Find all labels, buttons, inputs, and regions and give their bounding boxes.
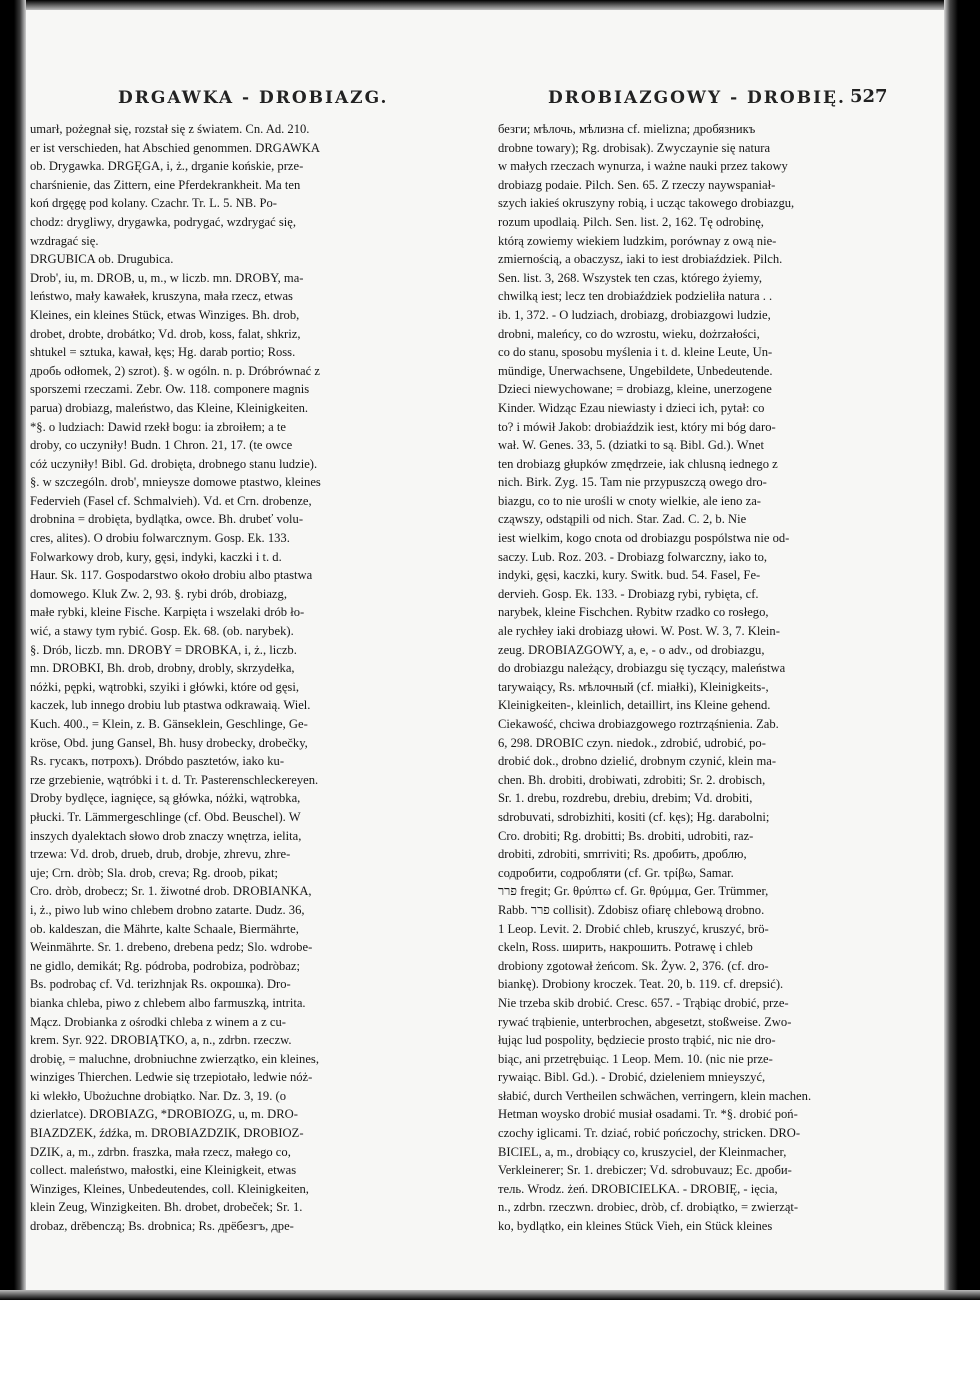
page-number: 527 — [850, 86, 888, 107]
text-line: Hetman woysko drobić musiał osadami. Tr. *§. drobić poń- — [498, 1107, 798, 1122]
text-line: Verkleinerer; Sr. 1. drebiczer; Vd. sdrobuvauz; Ec. дроби- — [498, 1163, 792, 1178]
text-line: Weinmährte. Sr. 1. drebeno, drebena pedz; Slo. wdrobe- — [30, 940, 313, 955]
scan-border-right — [944, 0, 980, 1300]
text-line: krem. Syr. 922. DROBIĄTKO, a, n., zdrbn. rzeczw. — [30, 1033, 292, 1048]
text-line: biąc, ani przetrębuiąc. 1 Leop. Mem. 10. (nic nie prze- — [498, 1051, 773, 1066]
text-line: тель. Wrodz. żeń. DROBICIELKA. - DROBIĘ, - ięcia, — [498, 1181, 778, 1196]
text-line: Kleinigkeiten-, kleinlich, detaillirt, ins Kleine gehend. — [498, 698, 771, 713]
text-line: Ciekawość, chciwa drobiazgowego roztrząśnienia. Zab. — [498, 717, 779, 731]
running-header-right: DROBIAZGOWY - DROBIĘ. — [548, 88, 846, 108]
text-line: Cro. drobiti; Rg. drobitti; Bs. drobiti, udrobiti, raz- — [498, 828, 754, 843]
text-line: kröse, Obd. jung Gansel, Bh. husy drobecky, drobečky, — [30, 735, 308, 750]
text-line: uje; Crn. dròb; Sla. drob, creva; Rg. droob, pikat; — [30, 865, 278, 880]
text-line: tarywaiący, Rs. мѣлочный (cf. miałki), Kleinigkeits-, — [498, 679, 769, 694]
text-line: drobni, maleńcy, co do wzrostu, wieku, dożrzałości, — [498, 326, 760, 341]
text-line: leństwo, mały kawałek, kruszyna, mała rzecz, etwas — [30, 289, 293, 304]
text-line: zmiernością, a obaczysz, iaki to iest drobiaździek. Pilch. — [498, 252, 783, 267]
text-line: drobiony zgotował żeńcom. Sk. Żyw. 2, 376. (cf. dro- — [498, 958, 769, 973]
text-line: saczy. Lub. Roz. 203. - Drobiazg folwarczny, iako to, — [498, 549, 768, 564]
text-line: Mącz. Drobianka z ośrodki chleba z winem a z cu- — [30, 1014, 286, 1029]
text-line: drobić dok., drobno dzielić, drobnym czynić, klein ma- — [498, 754, 777, 769]
text-line: szych iakieś okruszyny robią, i ucząc takowego drobiazgu, — [498, 196, 795, 211]
text-line: Sr. 1. drebu, rozdrebu, drebiu, drebim; Vd. drobiti, — [498, 791, 753, 806]
text-line: ckeln, Ross. ширить, накрошить. Potrawę i chleb — [498, 940, 753, 955]
text-line: chwilką iest; lecz ten drobiaździek podzieliła natura . . — [498, 289, 773, 304]
text-line: w małych rzeczach wynurza, i ważne nauki przez takowy — [498, 159, 788, 174]
text-line: drobaz, drěbenczą; Bs. drobnica; Rs. дрёбезгъ, дре- — [30, 1219, 294, 1234]
scan-border-top — [0, 0, 980, 10]
text-line: biazgu, co to nie urośli w cnoty wielkie, ale ieno za- — [498, 493, 761, 508]
text-line: Kleines, ein kleines Stück, etwas Winziges. Bh. drob, — [30, 307, 300, 322]
dictionary-column-left — [30, 120, 470, 1234]
text-line: ten drobiazg głupków zmędrzeie, iak chlusną iednego z — [498, 456, 778, 471]
text-line: płucki. Tr. Lämmergeschlinge (cf. Obd. Beuschel). W — [30, 809, 301, 824]
text-line: Drob', iu, m. DROB, u, m., w liczb. mn. DROBY, ma- — [30, 270, 304, 285]
text-line: co do stanu, sposobu myślenia i t. d. kleine Leute, Un- — [498, 345, 773, 360]
text-line: mündige, Unerwachsene, Ungebildete, Unbedeutende. — [498, 363, 773, 378]
text-line: drobię, = maluchne, drobniuchne zwierzątko, ein kleines, — [30, 1051, 319, 1066]
text-line: winziges Thierchen. Ledwie się trzepiotało, ledwie nóż- — [30, 1070, 313, 1085]
scan-border-left — [0, 0, 26, 1300]
text-line: Sen. list. 3, 268. Wszystek ten czas, którego żyiemy, — [498, 270, 763, 285]
text-line: ob. Drygawka. DRGĘGA, i, ż., drganie końskie, prze- — [30, 159, 304, 174]
text-line: n., zdrbn. rzeczwn. drobiec, dròb, cf. drobiątko, = zwierząt- — [498, 1200, 799, 1215]
text-line: Rs. гусакъ, потрохъ). Dróbdo pasztetów, iako ku- — [30, 754, 285, 769]
text-line: shtukel = sztuka, kawał, kęs; Hg. darab portio; Ross. — [30, 345, 296, 360]
text-line: DRGUBICA ob. Drugubica. — [30, 252, 174, 267]
text-line: bianka chleba, piwo z chlebem albo farmuszką, intrita. — [30, 995, 306, 1010]
text-line: zeug. DROBIAZGOWY, a, e, - o adv., od drobiazgu, — [498, 642, 765, 657]
text-line: ob. kaldeszan, die Mährte, kalte Schaale, Biermährte, — [30, 921, 299, 936]
text-line: indyki, gęsi, kaczki, kury. Switk. bud. 54. Fasel, Fe- — [498, 568, 761, 583]
text-line: kaczek, lub innego drobiu lub ptastwa odkrawaią. Wiel. — [30, 698, 311, 713]
text-line: umarł, pożegnał się, rozstał się z światem. Cn. Ad. 210. — [30, 122, 310, 136]
text-line: ale rychłey iaki drobiazg ułowi. W. Post. W. 3, 7. Klein- — [498, 624, 780, 639]
text-line: Federvieh (Fasel cf. Schmalvieh). Vd. et Crn. drobenze, — [30, 493, 312, 508]
text-line: do drobiazgu należący, drobiazgu się tyczący, maleństwa — [498, 661, 786, 676]
text-line: Nie trzeba skib drobić. Cresc. 657. - Trąbiąc drobić, prze- — [498, 995, 789, 1010]
text-line: dzierlatce). DROBIAZG, *DROBIOZG, u, m. DRO- — [30, 1107, 298, 1122]
text-line: nich. Birk. Zyg. 15. Tam nie przypuszczą owego dro- — [498, 475, 767, 490]
text-line: nóżki, pępki, wątrobki, szyiki i główki, które od gęsi, — [30, 679, 299, 694]
text-line: Dzieci niewychowane; = drobiazg, kleine, unerzogene — [498, 382, 772, 397]
text-line: domowego. Kluk Zw. 2, 93. §. rybi drób, drobiazg, — [30, 586, 287, 601]
text-line: iest wielkim, kogo cnota od drobiazgu pospólstwa nie od- — [498, 531, 790, 546]
text-line: Cro. dròb, drobecz; Sr. 1. žiwotné drob. DROBIANKA, — [30, 884, 312, 899]
text-line: klein Zeug, Winzigkeiten. Bh. drobet, drobeček; Sr. 1. — [30, 1200, 303, 1215]
text-line: ki wlekło, Ubożuchne drobiątko. Nar. Dz. 3, 19. (o — [30, 1088, 287, 1103]
text-line: Winziges, Kleines, Unbedeutendes, coll. Kleinigkeiten, — [30, 1181, 309, 1196]
text-line: to? i mówił Jakob: drobiaździk iest, który mi bóg daro- — [498, 419, 776, 434]
text-line: mn. DROBKI, Bh. drob, drobny, drobly, skrzydełka, — [30, 661, 295, 676]
text-line: 1 Leop. Levit. 2. Drobić chleb, kruszyć, kruszyć, brö- — [498, 921, 769, 936]
text-line: trzewa: Vd. drob, drueb, drub, drobje, zhrevu, zhre- — [30, 847, 291, 862]
scan-border-bottom — [0, 1290, 980, 1300]
text-line: rywać trąbienie, unterbrochen, abgesetzt, stoßweise. Zwo- — [498, 1014, 792, 1029]
text-line: rze grzebienie, wątróbki i t. d. Tr. Pasterenschleckereyen. — [30, 772, 319, 787]
text-line: DZIK, a, m., zdrbn. fraszka, mała rzecz, małego co, — [30, 1144, 291, 1159]
text-line: §. Drób, liczb. mn. DROBY = DROBKA, i, ż., liczb. — [30, 642, 297, 657]
text-line: BIAZDZEK, źdźka, m. DROBIAZDZIK, DROBIOZ- — [30, 1126, 304, 1141]
text-line: dervieh. Gosp. Ek. 133. - Drobiazg rybi, rybięta, cf. — [498, 586, 759, 601]
text-line: 6, 298. DROBIC czyn. niedok., zdrobić, udrobić, po- — [498, 735, 766, 750]
text-line: drobiti, zdrobiti, smrriviti; Rs. дробить, дроблю, — [498, 847, 747, 862]
text-line: wzdragać się. — [30, 233, 99, 248]
text-line: narybek, kleine Fischchen. Rybitw rzadko co rosłego, — [498, 605, 769, 620]
text-line: cres, alites). O drobiu folwarcznym. Gosp. Ek. 133. — [30, 531, 290, 546]
text-line: łując lud pospolity, będziecie prosto trąbić, nic nie dro- — [498, 1033, 776, 1048]
text-line: i, ż., piwo lub wino chlebem drobno zatarte. Dudz. 36, — [30, 902, 305, 917]
text-line: Kinder. Widząc Ezau niewiasty i dzieci ich, pytał: co — [498, 400, 765, 415]
text-line: cóż uczyniły! Bibl. Gd. drobięta, drobnego stanu ludzie). — [30, 456, 318, 471]
text-line: er ist verschieden, hat Abschied genommen. DRGAWKA — [30, 140, 320, 155]
dictionary-column-right — [498, 120, 916, 1234]
text-line: sporszemi rzeczami. Zebr. Ow. 118. componere magnis — [30, 382, 310, 397]
text-line: koń drgęgę pod kolany. Czachr. Tr. L. 5. NB. Po- — [30, 196, 277, 211]
text-line: sdrobuvati, sdrobizhiti, kositi (cf. kęs); Hg. darabolni; — [498, 809, 770, 824]
text-line: charśnienie, das Zittern, eine Pferdekrankheit. Ma ten — [30, 177, 301, 192]
text-line: ko, bydlątko, ein kleines Stück Vieh, ein Stück kleines — [498, 1219, 773, 1234]
text-line: małe rybki, kleine Fische. Karpięta i wszelaki drób ło- — [30, 605, 305, 620]
text-line: *§. o ludziach: Dawid rzekł bogu: ia zbroiłem; a te — [30, 419, 286, 434]
text-line: którą zowiemy wiekiem ludzkim, porównay z ową nie- — [498, 233, 777, 248]
text-line: drobne towary); Rg. drobisak). Zwyczaynie się natura — [498, 140, 771, 155]
text-line: Kuch. 400., = Klein, z. B. Gänseklein, Geschlinge, Ge- — [30, 717, 308, 731]
text-line: chen. Bh. drobiti, drobiwati, zdrobiti; Sr. 2. drobisch, — [498, 772, 766, 787]
text-line: cząwszy, odstąpili od nich. Star. Zad. C. 2, b. Nie — [498, 512, 747, 527]
text-line: parua) drobiazg, maleństwo, das Kleine, Kleinigkeiten. — [30, 400, 309, 415]
text-line: collect. maleństwo, małostki, eine Kleinigkeit, etwas — [30, 1163, 297, 1178]
text-line: drobiazg podaie. Pilch. Sen. 65. Z rzeczy naywspaniał- — [498, 177, 776, 192]
text-line: безги; мѣлочь, мѣлизна cf. mielizna; дробязникъ — [498, 122, 756, 136]
text-line: Rabb. פרר collisit). Zdobisz ofiarę chlebową drobno. — [498, 902, 765, 917]
text-line: słabić, durch Vertheilen schwächen, verringern, klein machen. — [498, 1088, 812, 1103]
text-line: wał. W. Genes. 33, 5. (dziatki to są. Bibl. Gd.). Wnet — [498, 438, 764, 453]
text-line: drobnina = drobięta, bydlątka, owce. Bh. drubeť volu- — [30, 512, 304, 527]
text-line: czochy iglicami. Tr. dziać, robić pończochy, stricken. DRO- — [498, 1126, 801, 1141]
text-line: rozum upodlaią. Pilch. Sen. list. 2, 162. Tę odrobinę, — [498, 214, 764, 229]
text-line: Haur. Sk. 117. Gospodarstwo około drobiu albo ptastwa — [30, 568, 313, 583]
text-line: BICIEL, a, m., drobiący co, kruszyciel, der Kleinmacher, — [498, 1144, 787, 1159]
running-header-left: DRGAWKA - DROBIAZG. — [118, 88, 389, 108]
text-line: biankę). Drobiony kroczek. Teat. 20, b. 119. cf. drepsić). — [498, 977, 784, 992]
text-line: inszych dyalektach słowo drob znaczy wnętrza, ielita, — [30, 828, 302, 843]
text-line: wić, a stawy tym rybić. Gosp. Ek. 68. (ob. narybek). — [30, 624, 294, 639]
text-line: содробити, содробляти (cf. Gr. τρίβω, Samar. — [498, 865, 734, 880]
text-line: drobet, drobte, drobátko; Vd. drob, koss, falat, shkriz, — [30, 326, 301, 341]
text-line: Bs. podrobaç cf. Vd. terizhnjak Rs. окрошка). Dro- — [30, 977, 291, 992]
text-line: Droby bydlęce, iagnięce, są główka, nóżki, wątrobka, — [30, 791, 301, 806]
text-line: Folwarkowy drob, kury, gęsi, indyki, kaczki i t. d. — [30, 549, 282, 564]
text-line: chodz: drygliwy, drygawka, podrygać, wzdrygać się, — [30, 214, 297, 229]
text-line: ib. 1, 372. - O ludziach, drobiazg, drobiazgowi ludzie, — [498, 307, 771, 322]
text-line: ne gidlo, demikát; Rg. pódroba, podrobiza, podròbaz; — [30, 958, 301, 973]
text-line: дробь odłomek, 2) szrot). §. w ogóln. n. p. Dróbrównać z — [30, 363, 320, 378]
bottom-margin — [0, 1300, 980, 1390]
text-line: droby, co uczyniły! Budn. 1 Chron. 21, 17. (te owce — [30, 438, 293, 453]
text-line: rywaiąc. Bibl. Gd.). - Drobić, dzieleniem mnieyszyć, — [498, 1070, 766, 1085]
text-line: פרר fregit; Gr. θρύπτω cf. Gr. θρύμμα, Ger. Trümmer, — [498, 884, 769, 899]
text-line: §. w szczególn. drob', mnieysze domowe ptastwo, kleines — [30, 475, 321, 490]
